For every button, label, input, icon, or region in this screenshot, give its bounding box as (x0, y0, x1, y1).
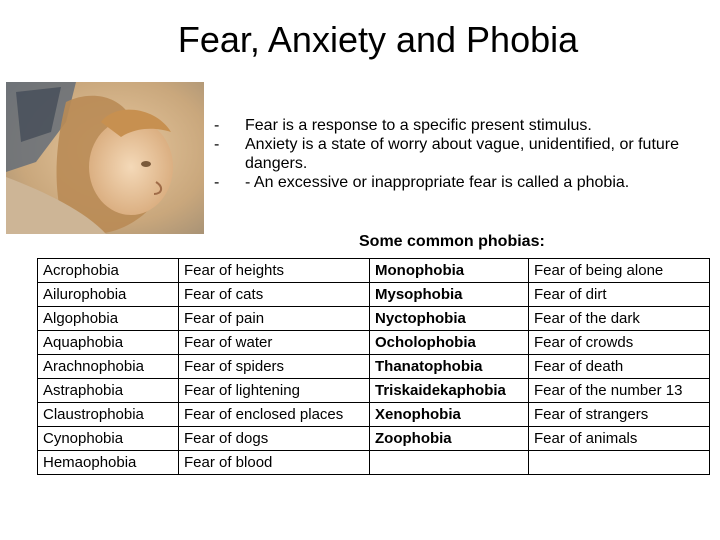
table-row (38, 307, 710, 331)
phobia-definition: Fear of death (529, 355, 710, 379)
phobia-name: Claustrophobia (38, 403, 179, 427)
bullet-text: Fear is a response to a specific present stimulus. (245, 117, 592, 134)
phobia-definition: Fear of spiders (179, 355, 370, 379)
phobia-definition: Fear of water (179, 331, 370, 355)
table-row (38, 451, 710, 475)
bullet-text: - An excessive or inappropriate fear is called a phobia. (245, 174, 630, 191)
phobia-name: Acrophobia (38, 259, 179, 283)
table-row (38, 259, 710, 283)
phobia-definition: Fear of crowds (529, 331, 710, 355)
table-row (38, 403, 710, 427)
table-row (38, 283, 710, 307)
table-row (38, 379, 710, 403)
phobia-definition: Fear of cats (179, 283, 370, 307)
bullet-anxiety (200, 135, 700, 173)
phobia-name: Cynophobia (38, 427, 179, 451)
phobias-table (37, 258, 710, 475)
phobia-definition: Fear of dogs (179, 427, 370, 451)
phobia-definition: Fear of enclosed places (179, 403, 370, 427)
phobia-name: Astraphobia (38, 379, 179, 403)
table-row (38, 355, 710, 379)
phobia-name: Algophobia (38, 307, 179, 331)
empty-cell (370, 451, 529, 475)
bullet-marker: - (214, 136, 220, 153)
phobias-subtitle: Some common phobias: (359, 233, 545, 250)
bullet-marker: - (214, 117, 220, 134)
phobia-definition: Fear of heights (179, 259, 370, 283)
phobia-name: Ailurophobia (38, 283, 179, 307)
phobia-definition: Fear of the number 13 (529, 379, 710, 403)
phobia-name: Monophobia (370, 259, 529, 283)
slide-title: Fear, Anxiety and Phobia (177, 19, 579, 60)
empty-cell (529, 451, 710, 475)
phobia-name: Aquaphobia (38, 331, 179, 355)
table-row (38, 331, 710, 355)
phobia-name: Triskaidekaphobia (370, 379, 529, 403)
phobia-name: Hemaophobia (38, 451, 179, 475)
phobia-definition: Fear of blood (179, 451, 370, 475)
phobia-definition: Fear of lightening (179, 379, 370, 403)
bullet-marker: - (214, 174, 220, 191)
phobia-definition: Fear of the dark (529, 307, 710, 331)
phobia-definition: Fear of animals (529, 427, 710, 451)
bullet-phobia (200, 173, 700, 192)
definition-bullets (200, 116, 700, 192)
bullet-fear (200, 116, 700, 135)
phobia-name: Zoophobia (370, 427, 529, 451)
cherub-painting (6, 82, 204, 234)
phobia-name: Arachnophobia (38, 355, 179, 379)
phobia-definition: Fear of pain (179, 307, 370, 331)
phobia-name: Ocholophobia (370, 331, 529, 355)
table-row (38, 427, 710, 451)
bullet-text: Anxiety is a state of worry about vague, unidentified, or future dangers. (245, 136, 680, 172)
phobia-name: Mysophobia (370, 283, 529, 307)
phobia-definition: Fear of dirt (529, 283, 710, 307)
phobia-definition: Fear of strangers (529, 403, 710, 427)
phobia-definition: Fear of being alone (529, 259, 710, 283)
phobia-name: Thanatophobia (370, 355, 529, 379)
phobia-name: Nyctophobia (370, 307, 529, 331)
phobia-name: Xenophobia (370, 403, 529, 427)
